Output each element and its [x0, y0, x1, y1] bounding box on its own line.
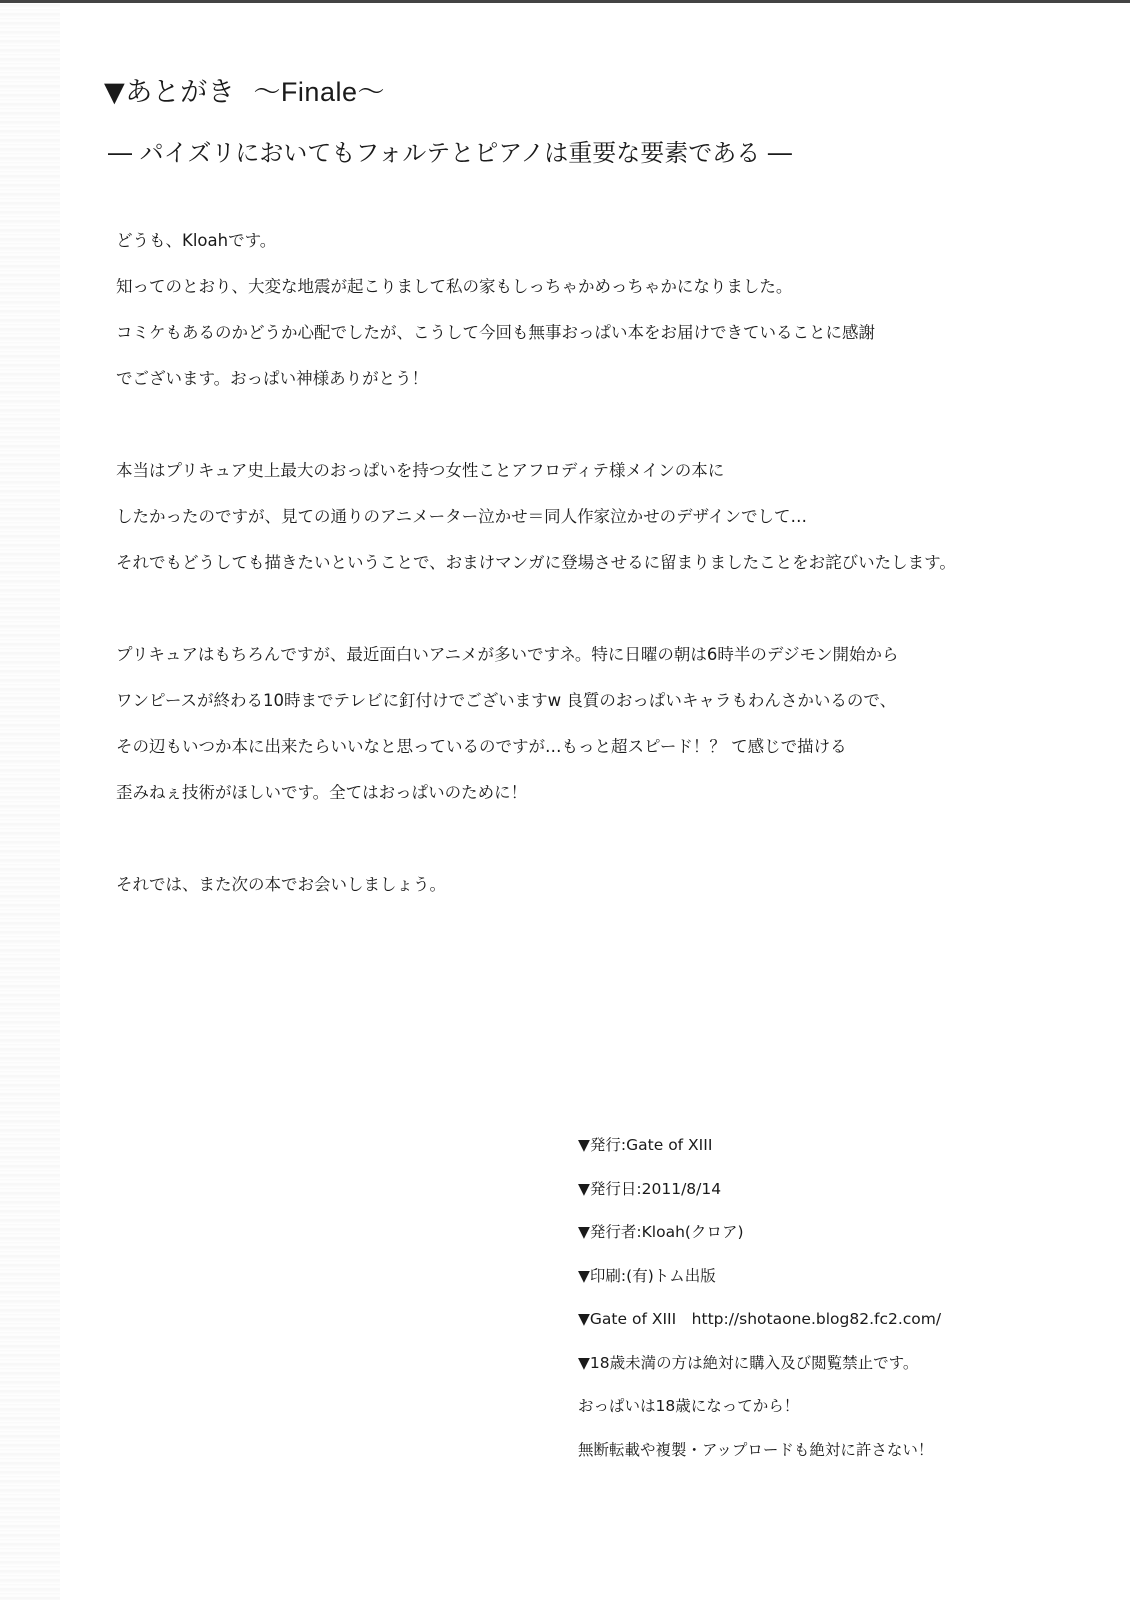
body-line: それでもどうしても描きたいということで、おまけマンガに登場させるに留まりましたことをお詫びいたします。: [116, 553, 956, 572]
body-line: でございます。おっぱい神様ありがとう！: [116, 369, 429, 388]
afterword-body: [116, 218, 1046, 908]
title-jp: あとがき: [125, 77, 236, 108]
body-line: 本当はプリキュア史上最大のおっぱいを持つ女性ことアフロディテ様メインの本に: [116, 461, 725, 480]
body-line: その辺もいつか本に出来たらいいなと思っているのですが…もっと超スピード！？ て感じで描ける: [116, 737, 847, 756]
body-line: それでは、また次の本でお会いしましょう。: [116, 875, 446, 894]
title-marker: ▼: [104, 77, 126, 108]
colophon-age-warning: ▼18歳未満の方は絶対に購入及び閲覧禁止です。: [578, 1353, 919, 1372]
body-line: 歪みねぇ技術がほしいです。全てはおっぱいのために！: [116, 783, 528, 802]
colophon: [578, 1124, 1098, 1472]
top-rule: [0, 0, 1130, 3]
colophon-note: おっぱいは18歳になってから！: [578, 1397, 800, 1415]
paragraph-gap: [116, 402, 1046, 448]
colophon-publisher: ▼発行:Gate of XIII: [578, 1136, 713, 1154]
colophon-printer: ▼印刷:(有)トム出版: [578, 1266, 716, 1285]
title-latin: 〜Finale〜: [253, 77, 385, 107]
paragraph-gap: [116, 816, 1046, 862]
colophon-date: ▼発行日:2011/8/14: [578, 1179, 722, 1198]
body-line: 知ってのとおり、大変な地震が起こりまして私の家もしっちゃかめっちゃかになりました。: [116, 277, 793, 296]
scan-edge-noise: [0, 0, 60, 1600]
colophon-copyright-note: 無断転載や複製・アップロードも絶対に許さない！: [578, 1440, 934, 1459]
colophon-issuer: ▼発行者:Kloah(クロア): [578, 1223, 744, 1241]
page-title: [104, 70, 385, 109]
colophon-website: ▼Gate of XIII http://shotaone.blog82.fc2.com/: [578, 1310, 942, 1328]
body-line: プリキュアはもちろんですが、最近面白いアニメが多いですネ。特に日曜の朝は6時半のデジモン開始から: [116, 645, 899, 664]
body-line: どうも、Kloahです。: [116, 231, 277, 250]
body-line: したかったのですが、見ての通りのアニメーター泣かせ＝同人作家泣かせのデザインでして…: [116, 507, 808, 526]
body-line: コミケもあるのかどうか心配でしたが、こうして今回も無事おっぱい本をお届けできていることに感謝: [116, 323, 875, 342]
body-line: ワンピースが終わる10時までテレビに釘付けでございますw 良質のおっぱいキャラもわんさかいるので、: [116, 691, 897, 710]
page-subtitle: ― パイズリにおいてもフォルテとピアノは重要な要素である ―: [108, 139, 792, 167]
paragraph-gap: [116, 586, 1046, 632]
